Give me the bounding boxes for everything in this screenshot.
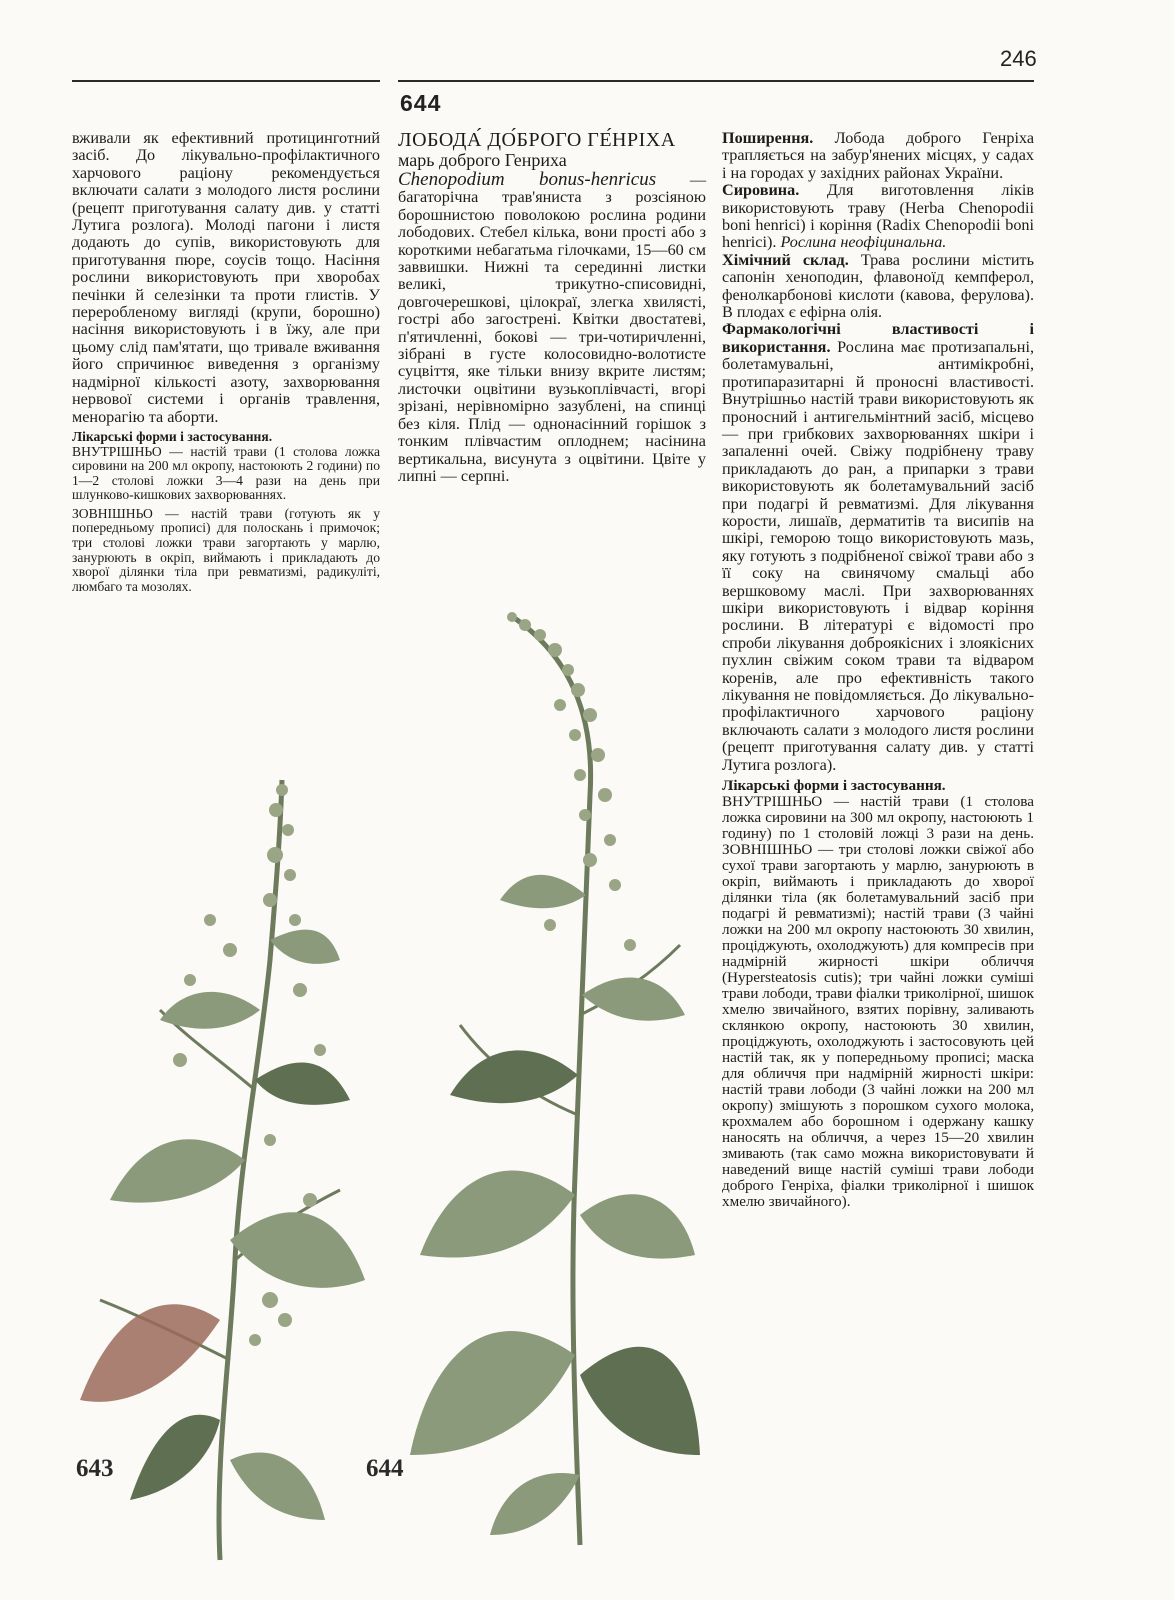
plant-title: ЛОБОДА́ ДО́БРОГО ГЕ́НРІХА [398, 129, 676, 151]
pharm-heading: Фармакологічні властивості і використання. [722, 320, 1034, 356]
left-forms-block [72, 430, 380, 595]
raw-note: Рослина неофіцинальна. [780, 233, 947, 252]
plant-latin-name: Chenopodium bonus-henricus [398, 169, 657, 190]
left-external-use: ЗОВНІШНЬО — настій трави (готують як у попередньому прописі) для полоскань і примочок; три столові ложки трави загортають у марлю, занурюють в окріп, виймають і прикладають до хворої ділянки тіла при ревматизмі, радикуліті, люмбаго та мозолях. [72, 505, 380, 594]
right-forms-block [722, 778, 1034, 1210]
page-number: 246 [1000, 46, 1037, 71]
figure-label-643: 643 [76, 1455, 114, 1482]
chem-heading: Хімічний склад. [722, 250, 849, 269]
plant-russian-name: марь доброго Генриха [398, 150, 567, 170]
left-paragraph: вживали як ефективний протицинготний засіб. До лікувально-профілактичного харчового раціону рекомендується включати салати з молодого листя рослини (рецепт приготування салату див. у статті Лутига розлога). Молоді пагони і листя додають до супів, використовують для приготування пюре, соусів тощо. Насіння рослини використовують при хворобах печінки й селезінки та проти глистів. У переробленому вигляді (крупи, борошно) насіння використовують і в їжу, але при цьому слід пам'ятати, що тривале вживання його спричинює виведення з організму надмірної кількості азоту, захворювання нервової системи і органів травлення, менорагію та аборти. [72, 129, 380, 426]
left-internal-use: ВНУТРІШНЬО — настій трави (1 столова ложка сировини на 200 мл окропу, настоюють 2 години) по 1—2 столові ложки 3—4 рази на день при шлунково-кишкових захворюваннях. [72, 443, 380, 503]
right-top-rule [398, 80, 1034, 82]
raw-text: Для виготовлення ліків використовують траву (Herba Chenopodii boni henrici) і коріння (Radix Chenopodii boni henrici). [722, 181, 1034, 252]
right-forms-text: ВНУТРІШНЬО — настій трави (1 столова ложка сировини на 300 мл окропу, настоюють 1 годину) по 1 столовій ложці 3 рази на день. ЗОВНІШНЬО — три столові ложки свіжої або сухої трави загортають у марлю, занурюють в окріп, виймають і прикладають до хворої ділянки тіла (як болетамувальний засіб при подагрі й ревматизмі); настій трави (3 чайні ложки на 200 мл окропу настоюють 30 хвилин, проціджують, охолоджують) для компресів при надмірній жирності шкіри обличчя (Hypersteatosis cutis); три чайні ложки суміші трави лободи, трави фіалки триколірної, шишок хмелю звичайного, взятих порівну, заливають склянкою окропу, настоюють 30 хвилин, проціджують, охолоджують і застосовують цей настій так, як у попередньому прописі; маска для обличчя при надмірній жирності шкіри: настій трави лободи (3 чайні ложки на 200 мл окропу) змішують з порошком сухого молока, крохмалем або борошном і одержану кашку наносять на обличчя, а через 15—20 хвилин змивають (так само можна використовувати й наведений вище настій суміші трави лободи доброго Генріха, фіалки триколірної і шишок хмелю звичайного). [722, 793, 1034, 1211]
raw-heading: Сировина. [722, 181, 800, 200]
plant-description: — багаторічна трав'яниста з розсіяною борошнистою поволокою рослина родини лободових. Стебел кілька, вони прості або з короткими небагатьма гілочками, 15—60 см заввишки. Нижні та серединні листки великі, трикутно-списовидні, довгочерешкові, цілокраї, злегка хвилясті, гострі або загострені. Квітки двостатеві, п'ятичленні, бокові — три-чотиричленні, зібрані в густе колосовидно-волотисте суцвіття, яке тільки внизу вкрите листям; листочки оцвітини вузькоплівчасті, вгорі зрізані, нерівномірно зазублені, на спинці без кіля. Плід — однонасінний горішок з тонким плівчастим оплоднем; насінина вертикальна, висунута з оцвітини. Цвіте у липні — серпні. [398, 171, 706, 485]
distribution-text: Лобода доброго Генріха трапляється на забур'янених місцях, у садах і на городах у західних районах України. [722, 129, 1035, 182]
distribution-heading: Поширення. [722, 129, 814, 147]
chem-text: Трава рослини містить сапонін хеноподин, флавоноїд кемпферол, фенолкарбонові кислоти (кавова, ферулова). В плодах є ефірна олія. [722, 250, 1034, 322]
left-forms-heading: Лікарські форми і застосування. [72, 428, 273, 444]
plant-644-leaves [410, 875, 700, 1535]
middle-column [398, 130, 706, 485]
right-column [722, 130, 1034, 1210]
left-column [72, 130, 380, 594]
entry-number: 644 [400, 90, 442, 116]
right-forms-heading: Лікарські форми і застосування. [722, 777, 946, 795]
plant-illustration-644 [400, 595, 705, 1555]
plant-illustration-643 [70, 760, 370, 1570]
figure-label-644: 644 [366, 1455, 404, 1482]
left-top-rule [72, 80, 380, 82]
pharm-text: Рослина має протизапальні, болетамувальні, антимікробні, протипаразитарні й проносні властивості. Внутрішньо настій трави використовують як проносний і антигельмінтний засіб, місцево — при грибкових захворюваннях шкіри і запаленні очей. Свіжу подрібнену траву прикладають до ран, а припарки з трави використовують як болетамувальний засіб при подагрі й ревматизмі. Для лікування корости, лишаїв, дерматитів та висипів на шкірі, геморою тощо використовують мазь, яку готують з подрібненої свіжої трави або з її соку на свинячому смальці або вершковому маслі. При захворюваннях шкіри використовують і відвар коріння рослини. В літературі є відомості про спроби лікування доброякісних і злоякісних пухлин свіжим соком трави та відваром коренів, але про ефективність такого лікування не повідомляється. До лікувально-профілактичного харчового раціону включають салати з молодого листя рослини (рецепт приготування салату див. у статті Лутига розлога). [722, 337, 1034, 774]
